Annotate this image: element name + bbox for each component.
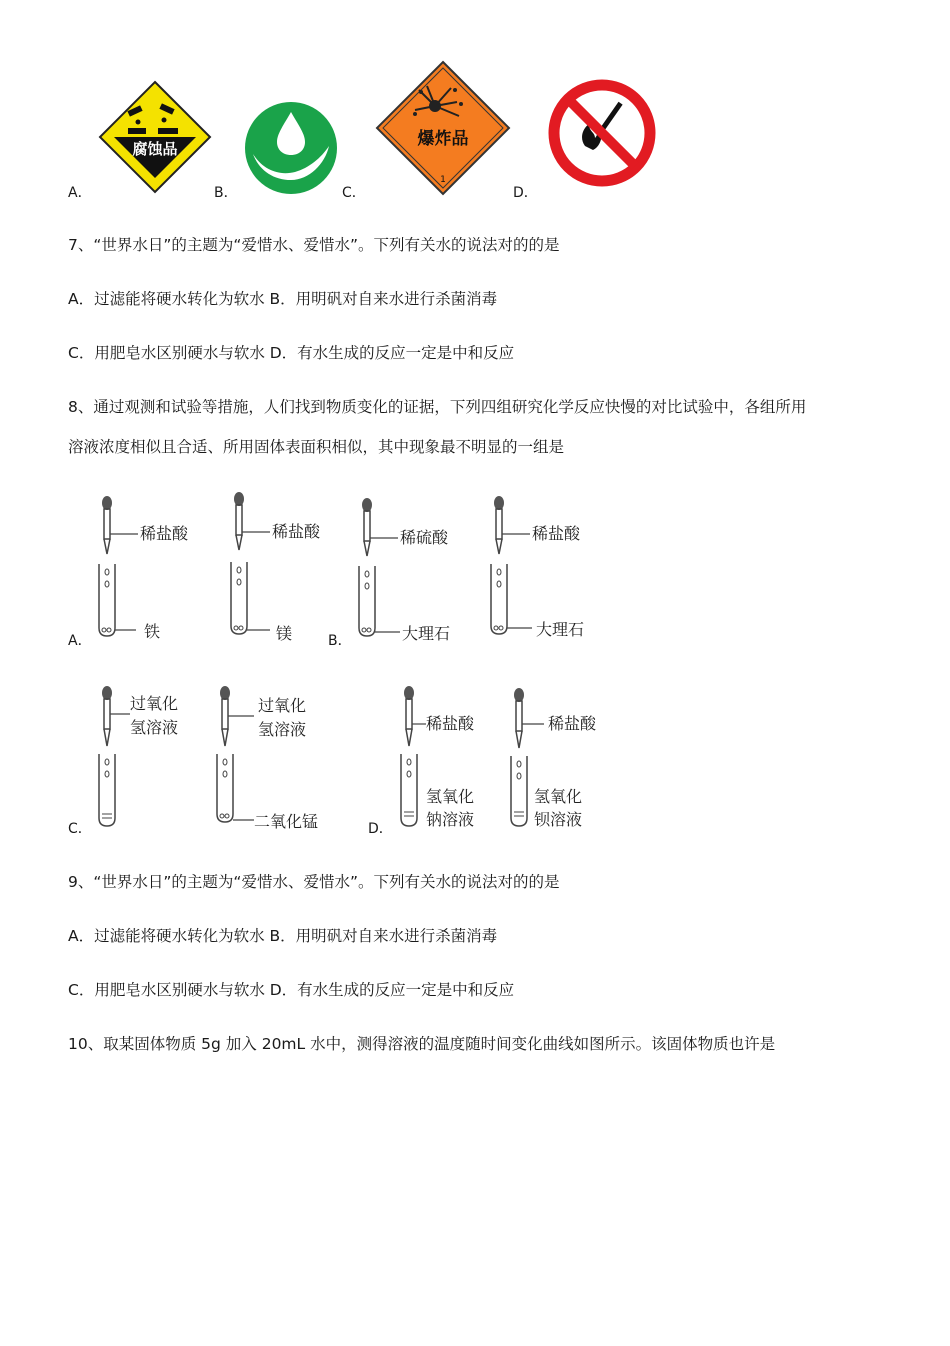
q8-d1-top-label: 稀盐酸 (426, 714, 475, 733)
q8-c2-top-label-1: 过氧化 (258, 696, 307, 715)
q7-options-ab: A．过滤能将硬水转化为软水 B．用明矾对自来水进行杀菌消毒 (68, 290, 498, 308)
q8-option-b: B． (328, 633, 352, 649)
q8-b1-top-label: 稀硫酸 (400, 528, 449, 547)
q6-option-b: B． (214, 185, 238, 201)
q8-a2-top-label: 稀盐酸 (272, 522, 321, 541)
q9-stem: 9、“世界水日”的主题为“爱惜水、爱惜水”。下列有关水的说法对的的是 (68, 873, 560, 891)
q8-b1-apparatus (356, 498, 416, 644)
explosive-sign-icon (375, 60, 511, 196)
q8-a1-bottom-label: 铁 (144, 622, 161, 641)
q8-b2-top-label: 稀盐酸 (532, 524, 581, 543)
q8-d2-top-label: 稀盐酸 (548, 714, 597, 733)
q8-d2-bottom-label-1: 氢氧化 (534, 787, 583, 806)
q8-c1-top-label-1: 过氧化 (130, 694, 179, 713)
q8-a2-bottom-label: 镁 (276, 624, 293, 643)
q6-sign-b (243, 100, 339, 196)
corrosive-sign-text: 腐蚀品 (132, 140, 178, 158)
q8-c2-bottom-label: 二氧化锰 (254, 812, 319, 831)
q8-d2-bottom-label-2: 钡溶液 (534, 810, 583, 829)
q8-c2-top-label-2: 氢溶液 (258, 720, 307, 739)
q9-options-ab: A．过滤能将硬水转化为软水 B．用明矾对自来水进行杀菌消毒 (68, 927, 498, 945)
corrosive-sign-icon (98, 80, 212, 194)
q7-stem: 7、“世界水日”的主题为“爱惜水、爱惜水”。下列有关水的说法对的的是 (68, 236, 560, 254)
q6-option-c: C． (342, 185, 366, 201)
q6-sign-d (545, 76, 659, 190)
q8-b1-bottom-label: 大理石 (402, 624, 451, 643)
q6-option-d: D． (513, 185, 538, 201)
dropper-testtube-icon (356, 498, 416, 644)
q8-c1-top-label-2: 氢溶液 (130, 718, 179, 737)
q6-sign-c (375, 60, 511, 196)
q8-option-c: C． (68, 821, 92, 837)
q8-a2-apparatus (228, 492, 288, 642)
q7-options-cd: C．用肥皂水区别硬水与软水 D．有水生成的反应一定是中和反应 (68, 344, 515, 362)
q8-b2-bottom-label: 大理石 (536, 620, 585, 639)
q6-sign-a (98, 80, 212, 194)
q6-option-a: A． (68, 185, 92, 201)
dropper-testtube-icon (228, 492, 288, 642)
q8-a1-apparatus (96, 496, 156, 642)
q10-stem: 10、取某固体物质 5g 加入 20mL 水中，测得溶液的温度随时间变化曲线如图所示。该固体物质也许是 (68, 1035, 776, 1053)
dropper-testtube-icon (96, 496, 156, 642)
explosive-sign-number: 1 (440, 175, 446, 185)
q8-d1-bottom-label-1: 氢氧化 (426, 787, 475, 806)
no-fire-sign-icon (545, 76, 659, 190)
explosive-sign-text: 爆炸品 (417, 129, 469, 149)
q8-option-a: A． (68, 633, 92, 649)
q9-options-cd: C．用肥皂水区别硬水与软水 D．有水生成的反应一定是中和反应 (68, 981, 515, 999)
q8-stem-line1: 8、通过观测和试验等措施，人们找到物质变化的证据，下列四组研究化学反应快慢的对比试验中，各组所用 (68, 398, 807, 416)
q8-d1-bottom-label-2: 钠溶液 (426, 810, 475, 829)
q8-a1-top-label: 稀盐酸 (140, 524, 189, 543)
q8-option-d: D． (368, 821, 393, 837)
water-saving-sign-icon (243, 100, 339, 196)
q8-stem-line2: 溶液浓度相似且合适、所用固体表面积相似，其中现象最不明显的一组是 (68, 438, 565, 456)
